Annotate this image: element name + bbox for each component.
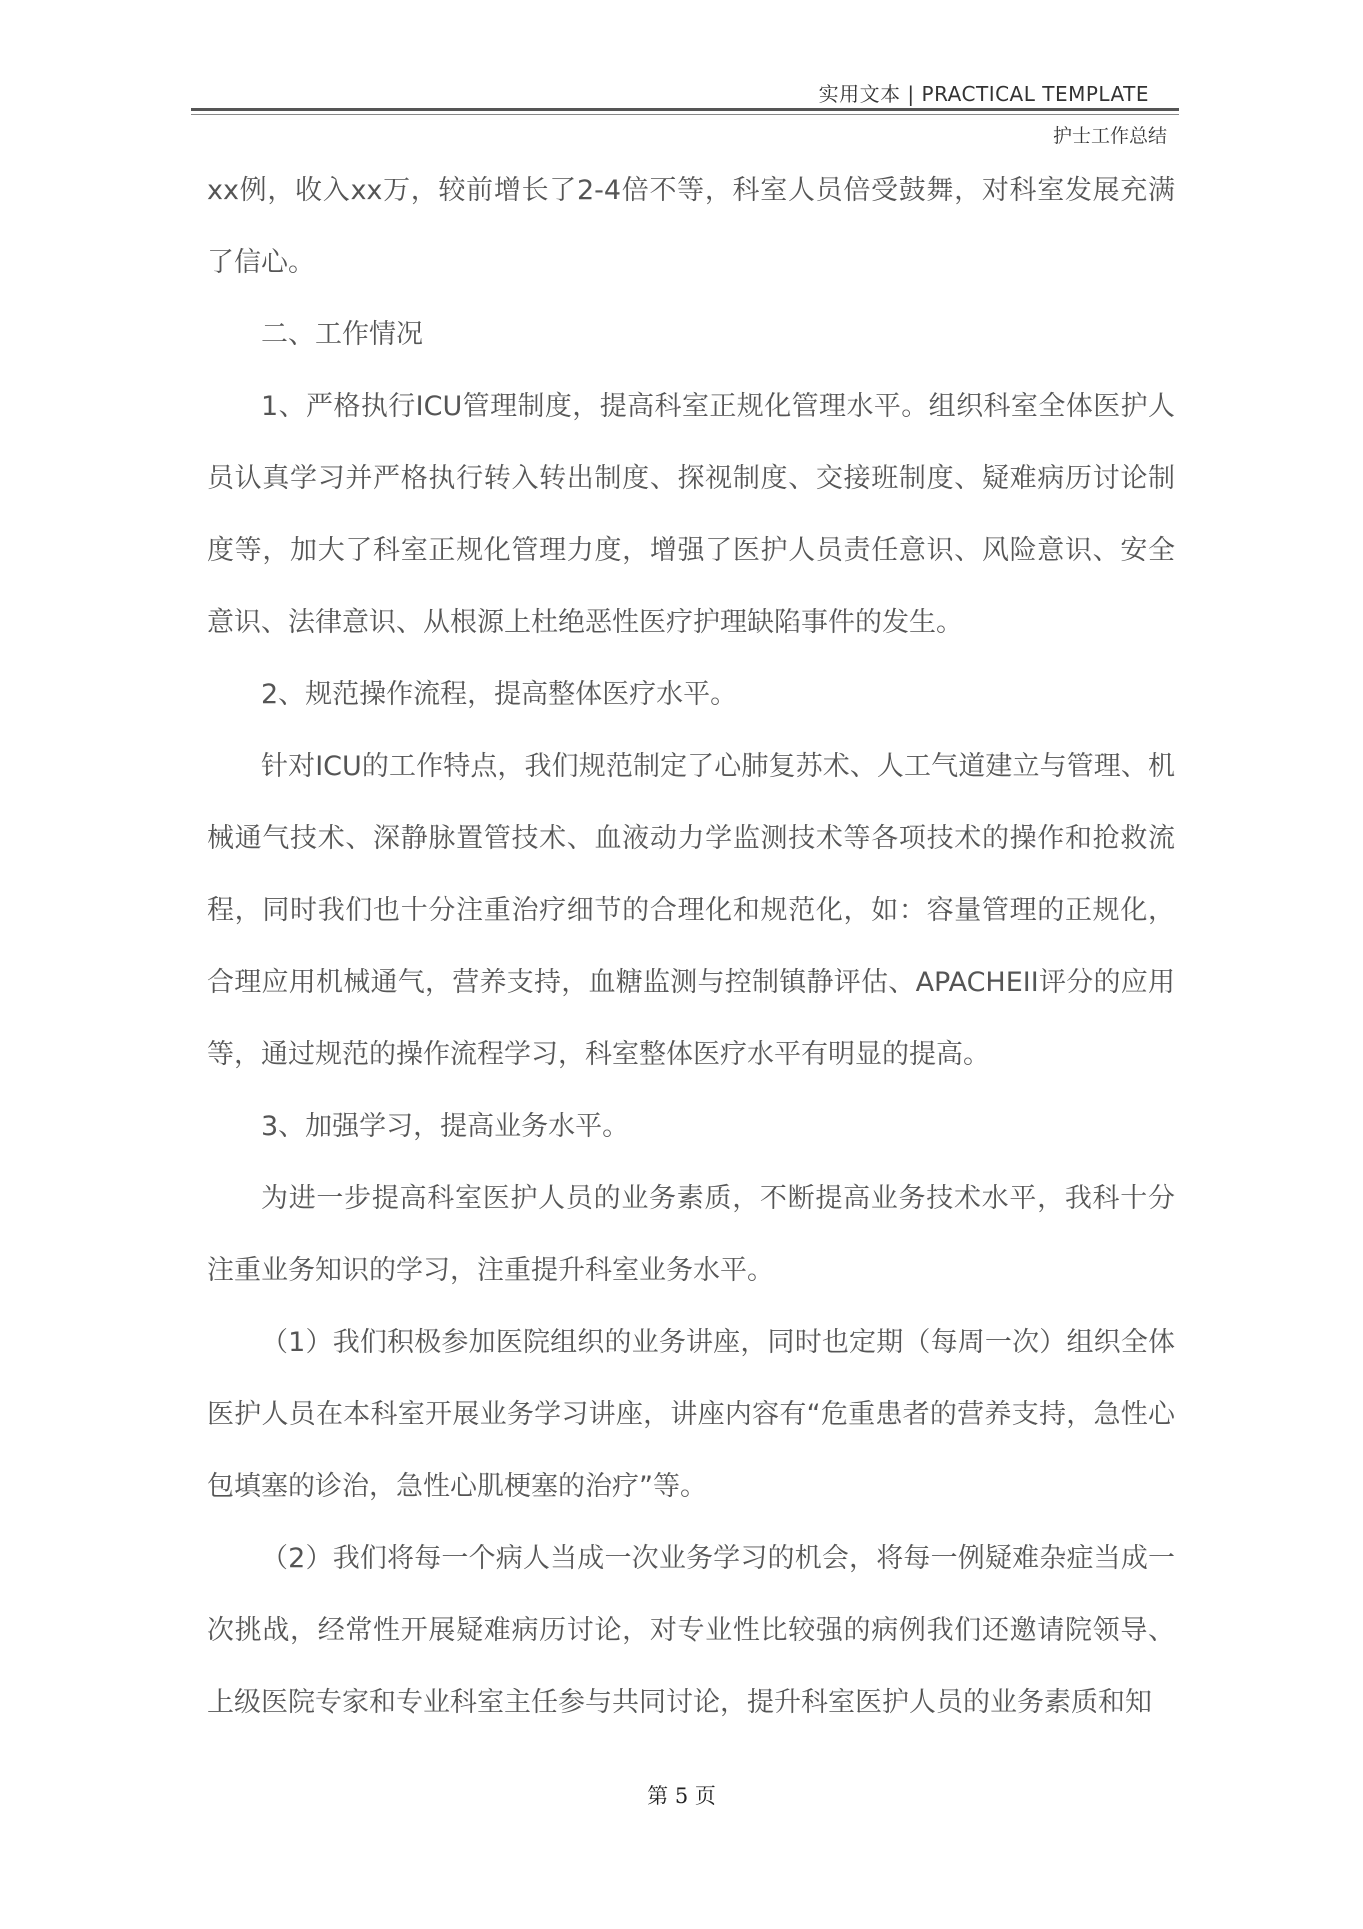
subheading-operation-process: 2、规范操作流程，提高整体医疗水平。	[261, 679, 738, 710]
header-subtitle: 护士工作总结	[1052, 125, 1167, 147]
paragraph-1: xx例，收入xx万，较前增长了2-4倍不等，科室人员倍受鼓舞，对科室发展充满了信心。	[207, 175, 1175, 278]
header-divider	[191, 108, 1179, 111]
paragraph-case-discussion: （2）我们将每一个病人当成一次业务学习的机会，将每一例疑难杂症当成一次挑战，经常性开展疑难病历讨论，对专业性比较强的病例我们还邀请院领导、上级医院专家和专业科室主任参与共同讨论，提升科室医护人员的业务素质和知	[207, 1543, 1175, 1718]
header-title: 实用文本 | PRACTICAL TEMPLATE	[818, 82, 1149, 106]
paragraph-icu-procedures: 针对ICU的工作特点，我们规范制定了心肺复苏术、人工气道建立与管理、机械通气技术、深静脉置管技术、血液动力学监测技术等各项技术的操作和抢救流程，同时我们也十分注重治疗细节的合理化和规范化，如：容量管理的正规化，合理应用机械通气，营养支持，血糖监测与控制镇静评估、APACHEII评分的应用等，通过规范的操作流程学习，科室整体医疗水平有明显的提高。	[207, 751, 1175, 1070]
section-heading-work-situation: 二、工作情况	[261, 319, 423, 350]
page-number: 第 5 页	[647, 1784, 716, 1808]
paragraph-icu-management: 1、严格执行ICU管理制度，提高科室正规化管理水平。组织科室全体医护人员认真学习并严格执行转入转出制度、探视制度、交接班制度、疑难病历讨论制度等，加大了科室正规化管理力度，增强了医护人员责任意识、风险意识、安全意识、法律意识、从根源上杜绝恶性医疗护理缺陷事件的发生。	[207, 391, 1175, 638]
header-divider-thin	[191, 114, 1179, 115]
document-body	[207, 155, 1175, 1739]
subheading-strengthen-learning: 3、加强学习，提高业务水平。	[261, 1111, 630, 1142]
paragraph-business-quality: 为进一步提高科室医护人员的业务素质，不断提高业务技术水平，我科十分注重业务知识的学习，注重提升科室业务水平。	[207, 1183, 1175, 1286]
paragraph-lectures: （1）我们积极参加医院组织的业务讲座，同时也定期（每周一次）组织全体医护人员在本科室开展业务学习讲座，讲座内容有“危重患者的营养支持，急性心包填塞的诊治，急性心肌梗塞的治疗”等。	[207, 1327, 1175, 1502]
